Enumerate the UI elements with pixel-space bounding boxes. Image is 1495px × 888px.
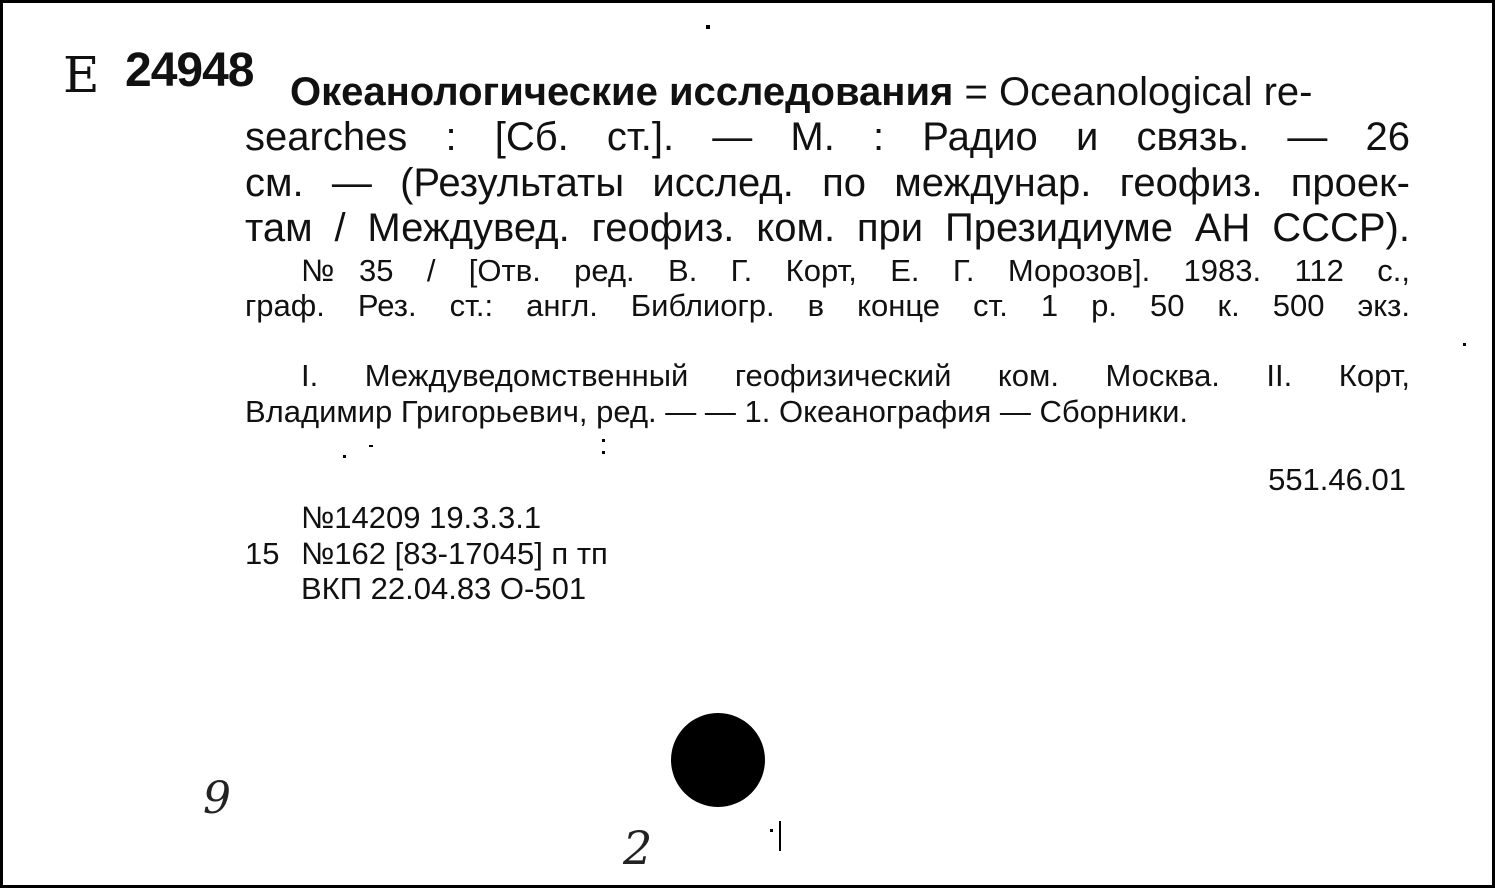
speck	[602, 439, 605, 442]
added-entry-line-2: Владимир Григорьевич, ред. — — 1. Океанография — Сборники.	[245, 394, 1189, 429]
udc-code: 551.46.01	[1268, 462, 1406, 497]
registration-line-3: ВКП 22.04.83 О-501	[301, 571, 587, 606]
speck	[369, 445, 373, 447]
call-letter: Е	[63, 46, 100, 104]
speck	[1463, 343, 1466, 346]
title-bold: Океанологические исследования	[290, 70, 954, 114]
speck	[343, 455, 346, 458]
title-parallel: = Oceanological re-	[953, 70, 1313, 114]
speck	[602, 451, 605, 454]
registration-prefix: 15	[245, 536, 280, 571]
registration-line-2: №162 [83-17045] п тп	[301, 536, 608, 571]
handwritten-mark-left: 9	[203, 773, 231, 824]
desc-line-6: граф. Рез. ст.: англ. Библиогр. в конце ст. 1 р. 50 к. 500 экз.	[245, 288, 1410, 323]
speck	[706, 25, 710, 29]
handwritten-mark-bottom: 2	[623, 821, 653, 875]
desc-line-3: см. — (Результаты исслед. по междунар. геофиз. проек-	[245, 161, 1410, 205]
added-entry-line-1: I. Междуведомственный геофизический ком. Москва. II. Корт,	[301, 358, 1410, 393]
desc-line-5: №35 / [Отв. ред. В. Г. Корт, Е. Г. Морозов]. 1983. 112 с.,	[301, 253, 1410, 288]
call-number: 24948	[125, 44, 254, 97]
title-line-1	[290, 69, 1410, 115]
speck	[779, 821, 781, 851]
speck	[770, 829, 773, 832]
desc-line-4: там / Междувед. геофиз. ком. при Президиуме АН СССР).	[245, 206, 1410, 250]
punch-dot	[671, 713, 765, 807]
registration-line-1: №14209 19.3.3.1	[301, 500, 542, 535]
desc-line-2: searches : [Сб. ст.]. — М. : Радио и связь. — 26	[245, 115, 1410, 159]
